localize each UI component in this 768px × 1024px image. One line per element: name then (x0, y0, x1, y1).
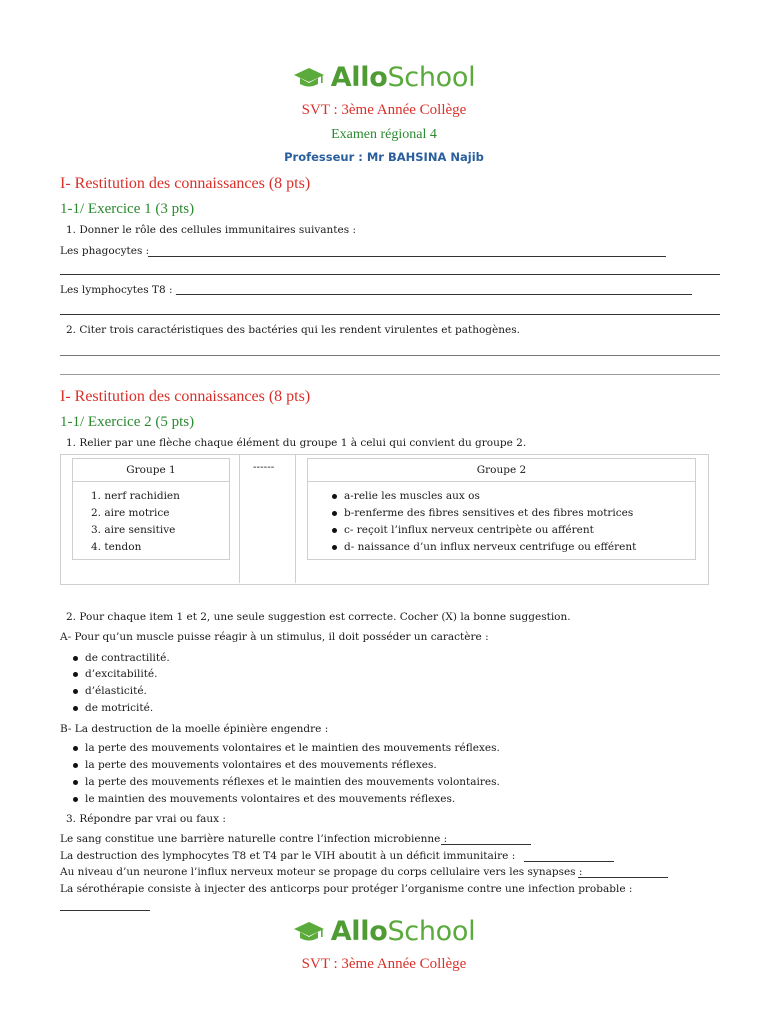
group-2-item: d- naissance d’un influx nerveux centrifuge ou efférent (344, 541, 637, 553)
separator-dashes: ------ (253, 461, 275, 473)
answer-line[interactable] (148, 256, 666, 257)
true-false-statement: La sérothérapie consiste à injecter des anticorps pour protéger l’organisme contre une infection probable : (60, 883, 633, 895)
option-a[interactable]: de motricité. (85, 702, 154, 714)
column-divider (239, 455, 240, 583)
question-2: 2. Pour chaque item 1 et 2, une seule suggestion est correcte. Cocher (X) la bonne suggestion. (66, 611, 571, 623)
true-false-statement: Le sang constitue une barrière naturelle contre l’infection microbienne : (60, 833, 448, 845)
group-1-title: Groupe 1 (126, 464, 176, 476)
divider (60, 374, 720, 375)
answer-line[interactable] (524, 861, 614, 862)
divider (308, 481, 695, 482)
true-false-statement: La destruction des lymphocytes T8 et T4 par le VIH aboutit à un déficit immunitaire : (60, 850, 516, 862)
option-a[interactable]: d’excitabilité. (85, 668, 158, 680)
group-2-item: a-relie les muscles aux os (344, 490, 480, 502)
group-2-item: c- reçoit l’influx nerveux centripète ou afférent (344, 524, 594, 536)
question-3: 3. Répondre par vrai ou faux : (66, 813, 226, 825)
answer-line[interactable] (176, 294, 692, 295)
section-title: I- Restitution des connaissances (8 pts) (60, 388, 311, 405)
group-2-title: Groupe 2 (476, 464, 527, 476)
group-1-item: 1. nerf rachidien (91, 490, 180, 502)
item-a-stem: A- Pour qu’un muscle puisse réagir à un stimulus, il doit posséder un caractère : (60, 631, 489, 643)
question-1: 1. Donner le rôle des cellules immunitaires suivantes : (66, 224, 356, 236)
logo-wordmark: AlloSchool (330, 916, 476, 947)
footer-subject: SVT : 3ème Année Collège (301, 956, 467, 972)
option-b[interactable]: la perte des mouvements réflexes et le maintien des mouvements volontaires. (85, 776, 500, 788)
subject-title: SVT : 3ème Année Collège (301, 102, 467, 118)
question-1: 1. Relier par une flèche chaque élément du groupe 1 à celui qui convient du groupe 2. (66, 437, 527, 449)
answer-line[interactable] (60, 314, 720, 315)
header-logo (0, 62, 768, 93)
exercise-title: 1-1/ Exercice 1 (3 pts) (60, 201, 195, 217)
group-1-item: 2. aire motrice (91, 507, 170, 519)
group-1-item: 4. tendon (91, 541, 142, 553)
group-2-box (307, 458, 696, 560)
group-1-box (72, 458, 230, 560)
divider (73, 481, 229, 482)
answer-line[interactable] (60, 910, 150, 911)
section-title: I- Restitution des connaissances (8 pts) (60, 175, 311, 192)
option-b[interactable]: le maintien des mouvements volontaires et des mouvements réflexes. (85, 793, 456, 805)
teacher-name: Professeur : Mr BAHSINA Najib (284, 150, 484, 164)
answer-line[interactable] (441, 844, 531, 845)
group-1-item: 3. aire sensitive (91, 524, 176, 536)
option-a[interactable]: d’élasticité. (85, 685, 147, 697)
exercise-title: 1-1/ Exercice 2 (5 pts) (60, 414, 195, 430)
graduation-cap-icon (293, 920, 325, 944)
phagocytes-label: Les phagocytes : (60, 245, 150, 257)
lymphocytes-label: Les lymphocytes T8 : (60, 284, 173, 296)
column-divider (295, 455, 296, 583)
option-b[interactable]: la perte des mouvements volontaires et le maintien des mouvements réflexes. (85, 742, 500, 754)
logo-wordmark: AlloSchool (330, 62, 476, 93)
option-a[interactable]: de contractilité. (85, 652, 170, 664)
graduation-cap-icon (293, 66, 325, 90)
group-2-item: b-renferme des fibres sensitives et des fibres motrices (344, 507, 634, 519)
option-b[interactable]: la perte des mouvements volontaires et des mouvements réflexes. (85, 759, 437, 771)
true-false-statement: Au niveau d’un neurone l’influx nerveux moteur se propage du corps cellulaire vers les synapses : (60, 866, 583, 878)
answer-line[interactable] (60, 355, 720, 356)
footer-logo (0, 916, 768, 947)
answer-line[interactable] (60, 274, 720, 275)
exam-title: Examen régional 4 (331, 127, 437, 142)
question-2: 2. Citer trois caractéristiques des bactéries qui les rendent virulentes et pathogènes. (66, 324, 520, 336)
item-b-stem: B- La destruction de la moelle épinière engendre : (60, 723, 329, 735)
answer-line[interactable] (578, 877, 668, 878)
